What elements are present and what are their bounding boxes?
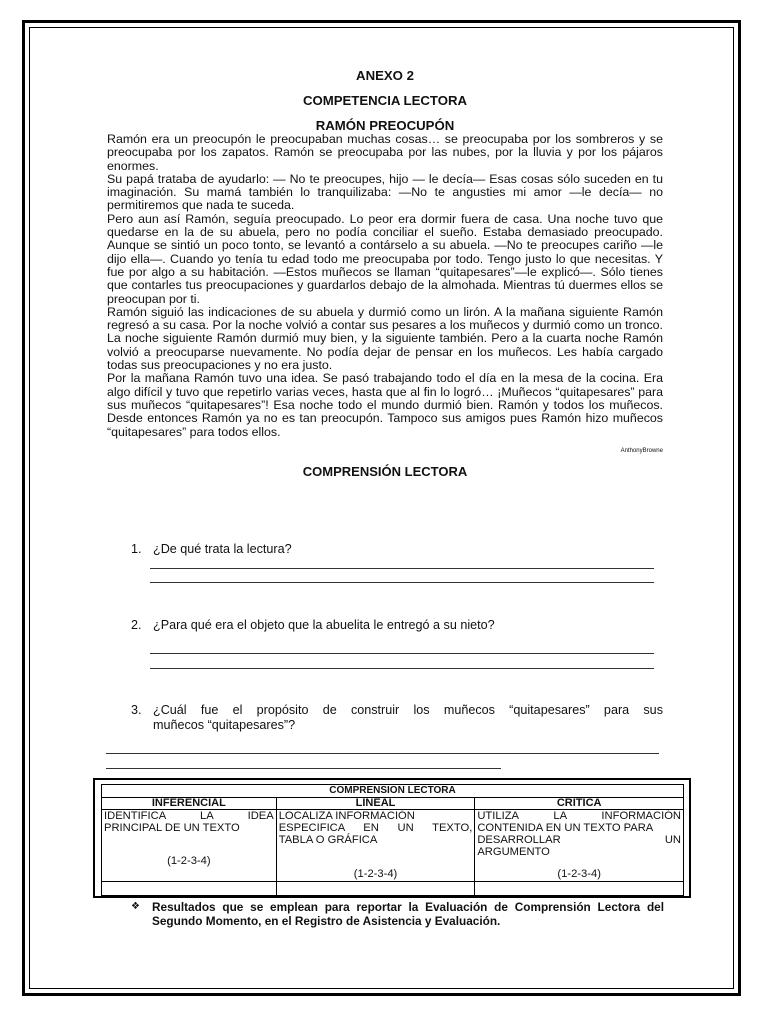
evaluation-table <box>101 784 684 896</box>
story-title: RAMÓN PREOCUPÓN <box>315 118 455 133</box>
story-paragraph-1: Ramón era un preocupón le preocupaban muchas cosas… se preocupaba por los sombreros y se preocupaba por los zapatos. Ramón se preocupaba por las nubes, por la lluvia y por los pájaros enormes. <box>107 132 663 173</box>
question-3 <box>131 703 666 735</box>
evaluation-table-title: COMPRENSION LECTORA <box>102 785 684 798</box>
answer-line-1a[interactable] <box>150 568 654 569</box>
question-3-number: 3. <box>131 703 142 717</box>
score-entry-critica[interactable] <box>475 882 684 896</box>
cell-inferencial <box>102 810 277 882</box>
story-paragraph-3: Pero aun así Ramón, seguía preocupado. Lo peor era dormir fuera de casa. Una noche tuvo que quedarse en la de su abuela, pero no podía conciliar el sueño. Estaba demasiado preocupado. Aunque se sintió un poco tonto, se levantó a contárselo a su abuela. —No te preocupes cariño —le dijo ella—. Cuando yo tenía tu edad todo me preocupaba por todo. Tengo justo lo que necesitas. Y fue por algo a su habitación. —Estos muñecos se llaman “quitapesares”—le explicó—. Sólo tienes que contarles tus preocupaciones y guardarlos debajo de la almohada. Mientras tú duermes ellos se preocupan por ti. <box>107 211 663 306</box>
results-note-text: Resultados que se emplean para reportar la Evaluación de Comprensión Lectora del Segundo Momento, en el Registro de Asistencia y Evaluación. <box>152 900 664 928</box>
answer-line-2a[interactable] <box>150 653 654 654</box>
question-2-number: 2. <box>131 618 142 632</box>
question-2-text: ¿Para qué era el objeto que la abuelita le entregó a su nieto? <box>153 618 495 632</box>
column-header-inferencial: INFERENCIAL <box>102 798 277 810</box>
critica-line-4: ARGUMENTO <box>477 846 550 858</box>
inferencial-score: (1-2-3-4) <box>167 855 211 867</box>
annex-heading: ANEXO 2 <box>356 68 414 83</box>
story-paragraph-5: Por la mañana Ramón tuvo una idea. Se pasó trabajando todo el día en la mesa de la cocina. Era algo difícil y tuvo que repetirlo varias veces, hasta que al fin lo logró… ¡Muñecos “quitapesares” para sus muñecos “quitapesares”! Esa noche todo el mundo durmió bien. Ramón y todos los muñecos. Desde entonces Ramón ya no es tan preocupón. Tampoco sus amigos pues Ramón hizo muñecos “quitapesares” para todos ellos. <box>107 371 663 439</box>
score-entry-lineal[interactable] <box>276 882 475 896</box>
story-paragraph-2: Su papá trataba de ayudarlo: — No te preocupes, hijo — le decía— Esas cosas sólo suceden en tu imaginación. Su mamá también lo tranquilizaba: —No te angusties mi amor —le decía— no permitiremos que nada te suceda. <box>107 171 663 213</box>
critica-line-1: UTILIZA LA INFORMACIÓN <box>477 810 681 822</box>
story-author: AnthonyBrowne <box>620 447 663 454</box>
answer-line-3b[interactable] <box>106 768 501 769</box>
competence-heading: COMPETENCIA LECTORA <box>302 93 468 108</box>
question-1-text: ¿De qué trata la lectura? <box>153 542 292 556</box>
critica-line-3: DESARROLLAR UN <box>477 834 681 846</box>
lineal-line-1: LOCALIZA INFORMACIÓN <box>278 810 415 822</box>
answer-line-1b[interactable] <box>150 582 654 583</box>
inferencial-line-2: PRINCIPAL DE UN TEXTO <box>104 822 240 834</box>
column-header-critica: CRITICA <box>475 798 684 810</box>
cell-critica <box>475 810 684 882</box>
inferencial-line-1: IDENTIFICA LA IDEA <box>104 810 274 822</box>
lineal-line-3: TABLA O GRÁFICA <box>278 834 378 846</box>
question-3-text-line-2: muñecos “quitapesares”? <box>153 718 296 732</box>
lineal-line-2: ESPECIFICA EN UN TEXTO, <box>278 822 473 834</box>
answer-line-3a[interactable] <box>106 753 659 754</box>
story-paragraph-4: Ramón siguió las indicaciones de su abuela y durmió como un lirón. A la mañana siguiente Ramón regresó a su casa. Por la noche volvió a contar sus pesares a los muñecos y durmió como un tronco. La noche siguiente Ramón durmió muy bien, y la siguiente también. Pero a la cuarta noche Ramón volvió a preocuparse nuevamente. No podía dejar de pensar en los muñecos. Les había cargado todas sus preocupaciones y no era justo. <box>107 304 663 373</box>
comprehension-title: COMPRENSIÓN LECTORA <box>302 463 468 479</box>
document-body <box>107 68 663 479</box>
cell-lineal <box>276 810 475 882</box>
lineal-score: (1-2-3-4) <box>353 868 398 880</box>
diamond-bullet-icon: ❖ <box>131 901 140 912</box>
answer-line-2b[interactable] <box>150 668 654 669</box>
question-1-number: 1. <box>131 542 142 556</box>
column-header-lineal: LINEAL <box>276 798 475 810</box>
score-entry-inferencial[interactable] <box>102 882 277 896</box>
question-3-text-line-1: ¿Cuál fue el propósito de construir los muñecos “quitapesares” para sus <box>153 703 663 717</box>
critica-score: (1-2-3-4) <box>557 868 601 880</box>
critica-line-2: CONTENIDA EN UN TEXTO PARA <box>477 822 654 834</box>
